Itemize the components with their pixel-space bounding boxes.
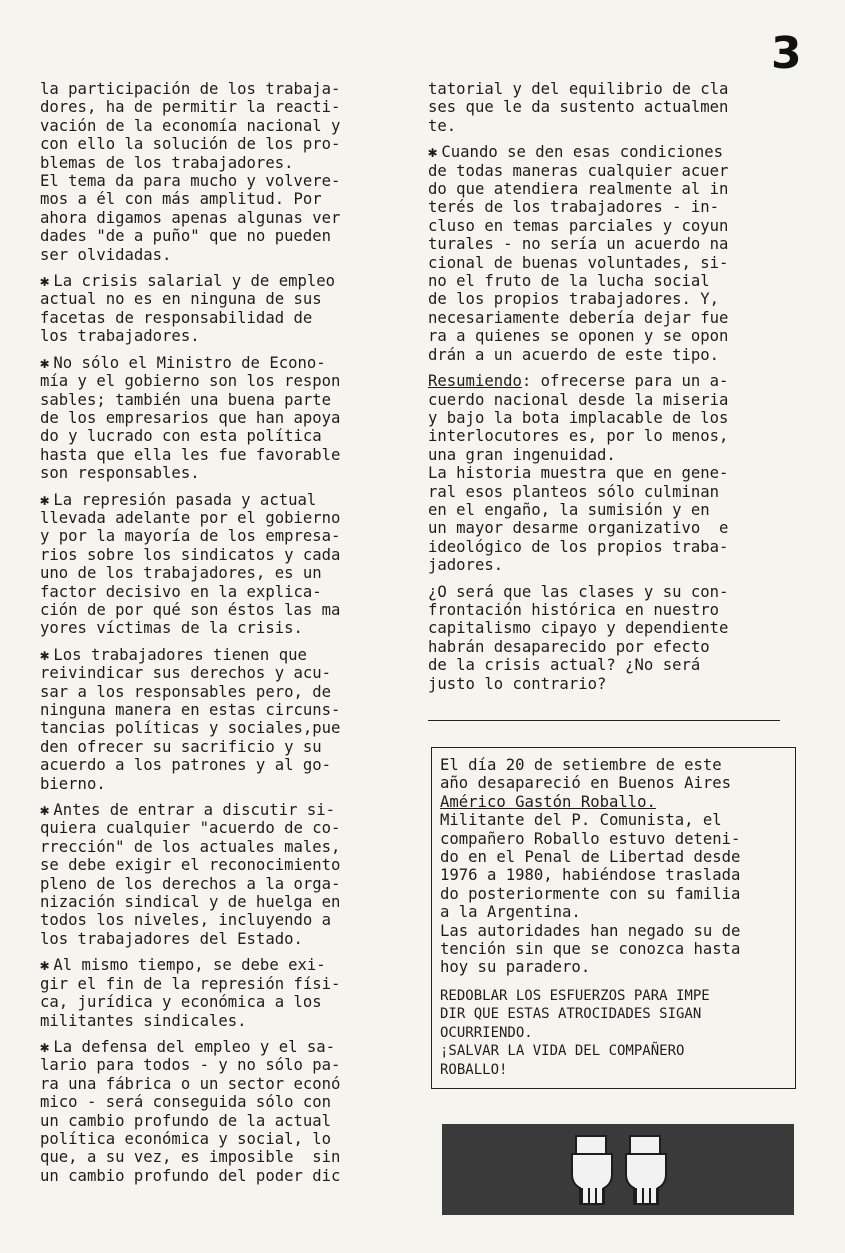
notice-box [431, 747, 796, 1089]
text-line: No sólo el Ministro de Econo- [53, 353, 326, 372]
text-line: y bajo la bota implacable de los [428, 408, 729, 427]
text-line: dades "de a puño" que no pueden [40, 227, 332, 246]
text-line: ¡SALVAR LA VIDA DEL COMPAÑERO [440, 1043, 685, 1060]
text-line: pleno de los derechos a la orga- [40, 874, 341, 893]
summary-label: Resumiendo [428, 372, 522, 391]
text-line: hasta que ella les fue favorable [40, 445, 341, 464]
text-line: ses que le da sustento actualmen [428, 98, 729, 117]
text-line: DIR QUE ESTAS ATROCIDADES SIGAN [440, 1006, 702, 1023]
text-line: sar a los responsables pero, de [40, 682, 332, 701]
left-bullets [40, 272, 410, 1185]
asterisk-bullet-icon: ✱ [428, 143, 438, 162]
text-line: frontación histórica en nuestro [428, 600, 720, 619]
text-line: facetas de responsabilidad de [40, 308, 313, 327]
text-line: drán a un acuerdo de este tipo. [428, 345, 720, 364]
text-line: Las autoridades han negado su de [440, 921, 741, 940]
asterisk-bullet-icon: ✱ [40, 645, 50, 664]
text-line: que, a su vez, es imposible sin [40, 1148, 341, 1167]
bullet-paragraph [40, 272, 410, 346]
text-line: Cuando se den esas condiciones [441, 143, 724, 162]
asterisk-bullet-icon: ✱ [40, 956, 50, 975]
text-line: año desapareció en Buenos Aires [440, 774, 732, 793]
text-line: un cambio profundo de la actual [40, 1111, 332, 1130]
text-line: ca, jurídica y económica a los [40, 993, 322, 1012]
fist-shape [572, 1154, 612, 1204]
text-line: lario para todos - y no sólo pa- [40, 1056, 341, 1075]
text-line: ahora digamos apenas algunas ver [40, 208, 341, 227]
wrist-cuff [576, 1136, 606, 1154]
text-line: son responsables. [40, 464, 200, 483]
text-line: den ofrecer su sacrificio y su [40, 737, 322, 756]
text-line: quiera cualquier "acuerdo de co- [40, 819, 341, 838]
wrist-cuff [630, 1136, 660, 1154]
text-line: con ello la solución de los pro- [40, 135, 341, 154]
disappeared-name: Américo Gastón Roballo. [440, 792, 656, 811]
text-line: actual no es en ninguna de sus [40, 290, 322, 309]
text-line: una gran ingenuidad. [428, 445, 616, 464]
question-paragraph [428, 583, 788, 693]
right-column [428, 80, 788, 701]
summary-paragraph [428, 372, 788, 574]
text-line: de los empresarios que han apoya [40, 408, 341, 427]
bullet-paragraph [40, 646, 410, 793]
right-bullet-paragraph [428, 143, 788, 364]
text-line: bierno. [40, 774, 106, 793]
text-line: factor decisivo en la explica- [40, 582, 322, 601]
text-line: en el engaño, la sumisión y en [428, 500, 710, 519]
asterisk-bullet-icon: ✱ [40, 1037, 50, 1056]
summary-first-line: : ofrecerse para un a- [521, 372, 729, 391]
text-line: hoy su paradero. [440, 958, 591, 977]
text-line: ción de por qué son éstos las ma [40, 600, 341, 619]
text-line: Militante del P. Comunista, el [440, 811, 722, 830]
asterisk-bullet-icon: ✱ [40, 801, 50, 820]
text-line: cluso en temas parciales y coyun [428, 216, 729, 235]
fist-shape [626, 1154, 666, 1204]
text-line: tención sin que se conozca hasta [440, 940, 741, 959]
left-column [40, 80, 410, 1193]
text-line: todos los niveles, incluyendo a [40, 911, 332, 930]
text-line: Los trabajadores tienen que [53, 645, 307, 664]
text-line: ninguna manera en estas circuns- [40, 701, 341, 719]
text-line: la participación de los trabaja- [40, 80, 341, 98]
text-line: necesariamente debería dejar fue [428, 308, 729, 327]
text-line: a la Argentina. [440, 903, 581, 922]
text-line: interlocutores es, por lo menos, [428, 427, 729, 446]
text-line: tancias políticas y sociales,pue [40, 719, 341, 738]
text-line: dores, ha de permitir la reacti- [40, 98, 341, 117]
bullet-paragraph [40, 1038, 410, 1185]
text-line: REDOBLAR LOS ESFUERZOS PARA IMPE [440, 987, 710, 1004]
text-line: de la crisis actual? ¿No será [428, 656, 701, 675]
bullet-paragraph [40, 491, 410, 638]
section-divider [428, 720, 780, 721]
text-line: un cambio profundo del poder dic [40, 1166, 341, 1185]
text-line: ¿O será que las clases y su con- [428, 582, 729, 601]
text-line: jadores. [428, 556, 504, 575]
text-line: cuerdo nacional desde la miseria [428, 390, 729, 409]
text-line: La defensa del empleo y el sa- [53, 1037, 336, 1056]
text-line: terés de los trabajadores - in- [428, 198, 720, 217]
text-line: 1976 a 1980, habiéndose traslada [440, 866, 741, 885]
text-line: te. [428, 116, 457, 135]
notice-call [440, 987, 795, 1079]
text-line: do que atendiera realmente al in [428, 180, 729, 199]
text-line: llevada adelante por el gobierno [40, 508, 341, 527]
text-line: nización sindical y de huelga en [40, 893, 341, 912]
text-line: ser olvidadas. [40, 245, 172, 264]
text-line: de los propios trabajadores. Y, [428, 290, 720, 309]
text-line: La historia muestra que en gene- [428, 464, 729, 483]
text-line: blemas de los trabajadores. [40, 153, 294, 172]
text-line: yores víctimas de la crisis. [40, 619, 303, 638]
text-line: reivindicar sus derechos y acu- [40, 664, 332, 683]
text-line: mos a él con más amplitud. Por [40, 190, 322, 209]
text-line: sables; también una buena parte [40, 390, 332, 409]
text-line: gir el fin de la represión físi- [40, 974, 341, 993]
text-line: vación de la economía nacional y [40, 116, 341, 135]
bullet-paragraph [40, 956, 410, 1030]
text-line: los trabajadores. [40, 327, 200, 346]
text-line: El tema da para mucho y volvere- [40, 172, 341, 191]
text-line: mía y el gobierno son los respon [40, 372, 341, 391]
notice-name-line [440, 793, 795, 811]
text-line: justo lo contrario? [428, 674, 607, 693]
text-line: cional de buenas voluntades, si- [428, 253, 729, 272]
text-line: ideológico de los propios traba- [428, 537, 729, 556]
text-line: ra una fábrica o un sector econó [40, 1074, 341, 1093]
text-line: rios sobre los sindicatos y cada [40, 545, 341, 564]
intro-paragraph [40, 80, 410, 264]
text-line: compañero Roballo estuvo deteni- [440, 829, 741, 848]
asterisk-bullet-icon: ✱ [40, 490, 50, 509]
text-line: se debe exigir el reconocimiento [40, 856, 341, 875]
bullet-paragraph [40, 354, 410, 483]
asterisk-bullet-icon: ✱ [40, 353, 50, 372]
text-line: ral esos planteos sólo culminan [428, 482, 720, 501]
text-line: acuerdo a los patrones y al go- [40, 756, 332, 775]
text-line: tatorial y del equilibrio de cla [428, 80, 729, 98]
text-line: Antes de entrar a discutir si- [53, 801, 336, 820]
text-line: uno de los trabajadores, es un [40, 564, 322, 583]
notice-body [440, 811, 795, 977]
text-line: La represión pasada y actual [53, 490, 317, 509]
text-line: los trabajadores del Estado. [40, 929, 303, 948]
text-line: capitalismo cipayo y dependiente [428, 619, 729, 638]
text-line: do en el Penal de Libertad desde [440, 848, 741, 867]
text-line: militantes sindicales. [40, 1011, 247, 1030]
text-line: política económica y social, lo [40, 1129, 332, 1148]
asterisk-bullet-icon: ✱ [40, 272, 50, 291]
text-line: do y lucrado con esta política [40, 427, 322, 446]
text-line: de todas maneras cualquier acuer [428, 161, 729, 180]
text-line: Al mismo tiempo, se debe exi- [53, 956, 326, 975]
text-line: un mayor desarme organizativo e [428, 519, 729, 538]
continuation-paragraph [428, 80, 788, 135]
text-line: La crisis salarial y de empleo [53, 272, 336, 291]
text-line: mico - será conseguida sólo con [40, 1093, 332, 1112]
text-line: turales - no sería un acuerdo na [428, 235, 729, 254]
text-line: ROBALLO! [440, 1061, 508, 1078]
text-line: OCURRIENDO. [440, 1024, 533, 1041]
text-line: no el fruto de la lucha social [428, 272, 710, 291]
text-line: do posteriormente con su familia [440, 884, 741, 903]
text-line: rrección" de los actuales males, [40, 837, 341, 856]
raised-fists-icon [562, 1132, 674, 1208]
notice-intro [440, 756, 795, 793]
text-line: El día 20 de setiembre de este [440, 756, 722, 774]
text-line: habrán desaparecido por efecto [428, 637, 710, 656]
text-line: ra a quienes se oponen y se opon [428, 327, 729, 346]
bullet-paragraph [40, 801, 410, 948]
text-line: y por la mayoría de los empresa- [40, 527, 341, 546]
illustration-panel [442, 1124, 794, 1215]
page-number: 3 [771, 28, 802, 79]
